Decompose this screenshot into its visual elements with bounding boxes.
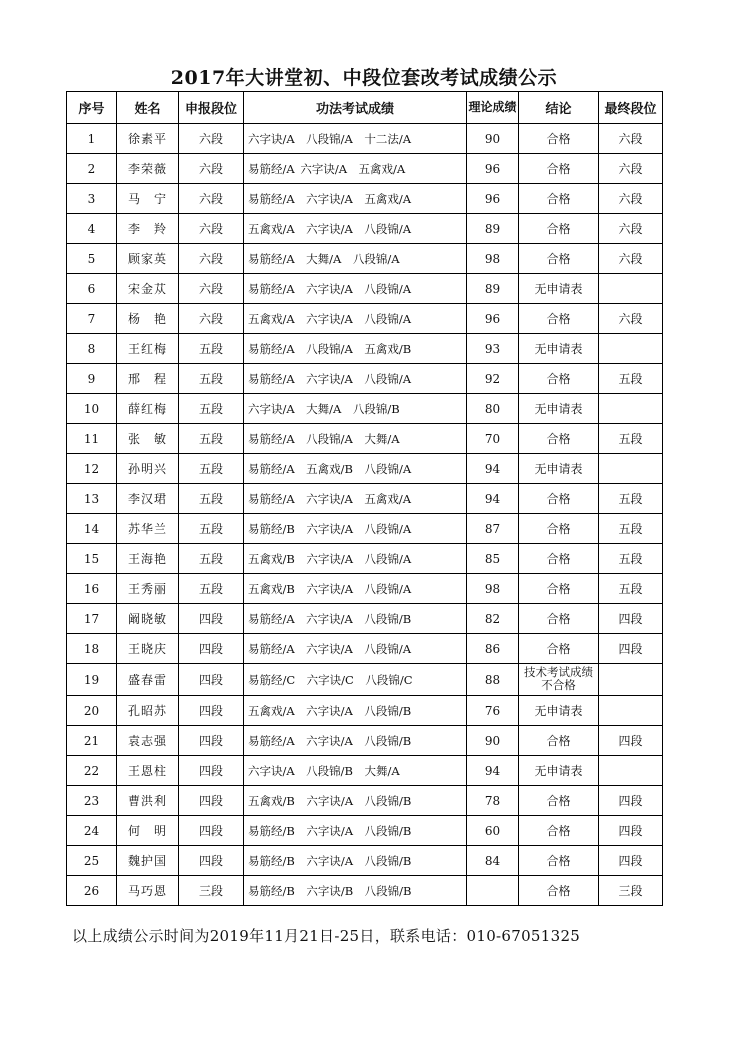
page-title: 2017年大讲堂初、中段位套改考试成绩公示	[170, 67, 558, 89]
cell-no: 5	[67, 244, 117, 274]
cell-no: 22	[67, 756, 117, 786]
cell-level: 六段	[179, 214, 244, 244]
cell-theory: 96	[467, 154, 519, 184]
table-row	[67, 574, 663, 604]
cell-level: 五段	[179, 574, 244, 604]
cell-result: 无申请表	[519, 454, 599, 484]
cell-no: 4	[67, 214, 117, 244]
table-row	[67, 816, 663, 846]
cell-name: 孙明兴	[117, 454, 179, 484]
cell-level: 五段	[179, 454, 244, 484]
cell-methods: 易筋经/C 六字诀/C 八段锦/C	[244, 664, 467, 696]
cell-level: 四段	[179, 846, 244, 876]
cell-result: 合格	[519, 184, 599, 214]
cell-name: 曹洪利	[117, 786, 179, 816]
cell-no: 12	[67, 454, 117, 484]
table-row	[67, 876, 663, 906]
cell-no: 3	[67, 184, 117, 214]
cell-result: 合格	[519, 544, 599, 574]
cell-final	[599, 334, 663, 364]
cell-result: 合格	[519, 816, 599, 846]
cell-no: 23	[67, 786, 117, 816]
cell-result: 无申请表	[519, 334, 599, 364]
cell-final: 五段	[599, 574, 663, 604]
table-row	[67, 514, 663, 544]
table-row	[67, 244, 663, 274]
cell-no: 2	[67, 154, 117, 184]
table-row	[67, 124, 663, 154]
cell-methods: 五禽戏/A 六字诀/A 八段锦/A	[244, 304, 467, 334]
table-row	[67, 274, 663, 304]
cell-methods: 五禽戏/B 六字诀/A 八段锦/A	[244, 544, 467, 574]
cell-final: 四段	[599, 816, 663, 846]
cell-methods: 易筋经/A 六字诀/A 八段锦/A	[244, 274, 467, 304]
cell-level: 五段	[179, 544, 244, 574]
cell-result: 合格	[519, 124, 599, 154]
cell-final: 五段	[599, 544, 663, 574]
cell-final: 五段	[599, 484, 663, 514]
cell-theory: 94	[467, 484, 519, 514]
cell-no: 17	[67, 604, 117, 634]
header-methods: 功法考试成绩	[244, 92, 467, 124]
cell-result: 无申请表	[519, 696, 599, 726]
cell-final: 五段	[599, 514, 663, 544]
cell-theory: 60	[467, 816, 519, 846]
header-name: 姓名	[117, 92, 179, 124]
cell-name: 阚晓敏	[117, 604, 179, 634]
cell-level: 三段	[179, 876, 244, 906]
cell-no: 16	[67, 574, 117, 604]
cell-final: 六段	[599, 154, 663, 184]
cell-final	[599, 454, 663, 484]
table-row	[67, 364, 663, 394]
cell-name: 王红梅	[117, 334, 179, 364]
cell-no: 1	[67, 124, 117, 154]
cell-level: 六段	[179, 184, 244, 214]
cell-theory: 98	[467, 574, 519, 604]
cell-name: 杨 艳	[117, 304, 179, 334]
cell-result: 合格	[519, 876, 599, 906]
cell-methods: 易筋经/B 六字诀/A 八段锦/B	[244, 816, 467, 846]
cell-level: 四段	[179, 664, 244, 696]
table-row	[67, 214, 663, 244]
cell-result: 合格	[519, 154, 599, 184]
cell-final: 六段	[599, 304, 663, 334]
cell-result: 合格	[519, 304, 599, 334]
cell-methods: 六字诀/A 八段锦/A 十二法/A	[244, 124, 467, 154]
cell-final	[599, 696, 663, 726]
cell-result: 合格	[519, 726, 599, 756]
cell-methods: 五禽戏/B 六字诀/A 八段锦/B	[244, 786, 467, 816]
cell-theory: 94	[467, 454, 519, 484]
cell-no: 8	[67, 334, 117, 364]
cell-theory: 85	[467, 544, 519, 574]
cell-no: 20	[67, 696, 117, 726]
cell-final	[599, 394, 663, 424]
cell-methods: 易筋经/B 六字诀/B 八段锦/B	[244, 876, 467, 906]
cell-final: 五段	[599, 424, 663, 454]
cell-result: 无申请表	[519, 394, 599, 424]
cell-final: 四段	[599, 604, 663, 634]
cell-methods: 易筋经/B 六字诀/A 八段锦/A	[244, 514, 467, 544]
cell-no: 14	[67, 514, 117, 544]
cell-level: 五段	[179, 394, 244, 424]
cell-methods: 易筋经/A 六字诀/A 五禽戏/A	[244, 154, 467, 184]
cell-level: 六段	[179, 154, 244, 184]
cell-name: 王海艳	[117, 544, 179, 574]
cell-methods: 五禽戏/A 六字诀/A 八段锦/B	[244, 696, 467, 726]
cell-theory	[467, 876, 519, 906]
cell-name: 马 宁	[117, 184, 179, 214]
table-row	[67, 846, 663, 876]
header-final: 最终段位	[599, 92, 663, 124]
header-theory: 理论成绩	[467, 92, 519, 124]
cell-methods: 六字诀/A 大舞/A 八段锦/B	[244, 394, 467, 424]
table-row	[67, 454, 663, 484]
cell-result: 技术考试成绩不合格	[519, 664, 599, 696]
cell-final	[599, 274, 663, 304]
cell-level: 五段	[179, 514, 244, 544]
cell-no: 19	[67, 664, 117, 696]
cell-methods: 易筋经/A 六字诀/A 五禽戏/A	[244, 184, 467, 214]
cell-theory: 70	[467, 424, 519, 454]
table-row	[67, 304, 663, 334]
cell-no: 11	[67, 424, 117, 454]
cell-name: 李汉珺	[117, 484, 179, 514]
cell-no: 13	[67, 484, 117, 514]
cell-no: 9	[67, 364, 117, 394]
cell-methods: 五禽戏/A 六字诀/A 八段锦/A	[244, 214, 467, 244]
cell-level: 四段	[179, 696, 244, 726]
cell-theory: 84	[467, 846, 519, 876]
cell-no: 26	[67, 876, 117, 906]
cell-level: 六段	[179, 124, 244, 154]
cell-methods: 易筋经/B 六字诀/A 八段锦/B	[244, 846, 467, 876]
cell-name: 袁志强	[117, 726, 179, 756]
cell-name: 张 敏	[117, 424, 179, 454]
cell-level: 五段	[179, 334, 244, 364]
cell-name: 李 羚	[117, 214, 179, 244]
cell-no: 18	[67, 634, 117, 664]
cell-result: 合格	[519, 604, 599, 634]
table-row	[67, 484, 663, 514]
header-level: 申报段位	[179, 92, 244, 124]
cell-result: 合格	[519, 514, 599, 544]
cell-level: 五段	[179, 484, 244, 514]
table-row	[67, 394, 663, 424]
cell-result: 合格	[519, 424, 599, 454]
cell-name: 孔昭苏	[117, 696, 179, 726]
cell-theory: 93	[467, 334, 519, 364]
cell-no: 15	[67, 544, 117, 574]
cell-final: 四段	[599, 786, 663, 816]
cell-theory: 88	[467, 664, 519, 696]
cell-no: 7	[67, 304, 117, 334]
cell-methods: 易筋经/A 六字诀/A 八段锦/A	[244, 634, 467, 664]
cell-level: 四段	[179, 634, 244, 664]
cell-methods: 六字诀/A 八段锦/B 大舞/A	[244, 756, 467, 786]
cell-methods: 易筋经/A 六字诀/A 八段锦/B	[244, 726, 467, 756]
cell-result: 合格	[519, 574, 599, 604]
cell-level: 四段	[179, 604, 244, 634]
cell-name: 盛春雷	[117, 664, 179, 696]
cell-level: 五段	[179, 364, 244, 394]
table-row	[67, 756, 663, 786]
cell-level: 四段	[179, 756, 244, 786]
cell-result: 合格	[519, 244, 599, 274]
cell-theory: 90	[467, 726, 519, 756]
cell-theory: 96	[467, 304, 519, 334]
cell-theory: 76	[467, 696, 519, 726]
cell-level: 四段	[179, 786, 244, 816]
notice-footer: 以上成绩公示时间为2019年11月21日-25日，联系电话：010-67051325	[72, 927, 581, 945]
cell-name: 马巧恩	[117, 876, 179, 906]
cell-result: 无申请表	[519, 756, 599, 786]
cell-result: 无申请表	[519, 274, 599, 304]
cell-level: 六段	[179, 304, 244, 334]
cell-final: 四段	[599, 846, 663, 876]
table-header-row	[67, 92, 663, 124]
cell-theory: 89	[467, 274, 519, 304]
cell-result: 合格	[519, 214, 599, 244]
results-table	[66, 91, 663, 906]
cell-theory: 89	[467, 214, 519, 244]
cell-name: 徐素平	[117, 124, 179, 154]
table-row	[67, 544, 663, 574]
cell-final: 五段	[599, 364, 663, 394]
cell-name: 王秀丽	[117, 574, 179, 604]
cell-final: 六段	[599, 184, 663, 214]
cell-theory: 94	[467, 756, 519, 786]
cell-methods: 易筋经/A 八段锦/A 五禽戏/B	[244, 334, 467, 364]
cell-methods: 易筋经/A 八段锦/A 大舞/A	[244, 424, 467, 454]
cell-result: 合格	[519, 484, 599, 514]
table-row	[67, 786, 663, 816]
cell-name: 魏护国	[117, 846, 179, 876]
table-row	[67, 664, 663, 696]
cell-theory: 98	[467, 244, 519, 274]
cell-name: 王恩柱	[117, 756, 179, 786]
cell-methods: 易筋经/A 五禽戏/B 八段锦/A	[244, 454, 467, 484]
cell-methods: 易筋经/A 六字诀/A 五禽戏/A	[244, 484, 467, 514]
cell-level: 六段	[179, 244, 244, 274]
cell-no: 24	[67, 816, 117, 846]
cell-theory: 92	[467, 364, 519, 394]
cell-name: 宋金苁	[117, 274, 179, 304]
cell-name: 李荣薇	[117, 154, 179, 184]
cell-theory: 82	[467, 604, 519, 634]
cell-level: 五段	[179, 424, 244, 454]
header-result: 结论	[519, 92, 599, 124]
cell-no: 21	[67, 726, 117, 756]
cell-name: 邢 程	[117, 364, 179, 394]
cell-methods: 易筋经/A 大舞/A 八段锦/A	[244, 244, 467, 274]
cell-no: 25	[67, 846, 117, 876]
table-row	[67, 634, 663, 664]
cell-result: 合格	[519, 364, 599, 394]
table-row	[67, 604, 663, 634]
table-row	[67, 154, 663, 184]
cell-level: 四段	[179, 816, 244, 846]
header-no: 序号	[67, 92, 117, 124]
table-row	[67, 424, 663, 454]
cell-theory: 80	[467, 394, 519, 424]
cell-name: 何 明	[117, 816, 179, 846]
cell-result: 合格	[519, 786, 599, 816]
cell-final: 四段	[599, 726, 663, 756]
cell-name: 薛红梅	[117, 394, 179, 424]
cell-methods: 易筋经/A 六字诀/A 八段锦/B	[244, 604, 467, 634]
cell-final: 六段	[599, 124, 663, 154]
cell-final: 三段	[599, 876, 663, 906]
cell-final: 六段	[599, 214, 663, 244]
cell-name: 王晓庆	[117, 634, 179, 664]
cell-methods: 易筋经/A 六字诀/A 八段锦/A	[244, 364, 467, 394]
cell-level: 四段	[179, 726, 244, 756]
table-row	[67, 726, 663, 756]
cell-name: 苏华兰	[117, 514, 179, 544]
cell-theory: 87	[467, 514, 519, 544]
cell-final: 四段	[599, 634, 663, 664]
cell-result: 合格	[519, 846, 599, 876]
table-row	[67, 334, 663, 364]
cell-name: 顾家英	[117, 244, 179, 274]
cell-no: 6	[67, 274, 117, 304]
cell-final	[599, 756, 663, 786]
cell-final: 六段	[599, 244, 663, 274]
cell-no: 10	[67, 394, 117, 424]
cell-theory: 90	[467, 124, 519, 154]
cell-level: 六段	[179, 274, 244, 304]
cell-result: 合格	[519, 634, 599, 664]
cell-theory: 78	[467, 786, 519, 816]
cell-theory: 86	[467, 634, 519, 664]
table-row	[67, 184, 663, 214]
cell-theory: 96	[467, 184, 519, 214]
cell-final	[599, 664, 663, 696]
cell-methods: 五禽戏/B 六字诀/A 八段锦/A	[244, 574, 467, 604]
table-row	[67, 696, 663, 726]
